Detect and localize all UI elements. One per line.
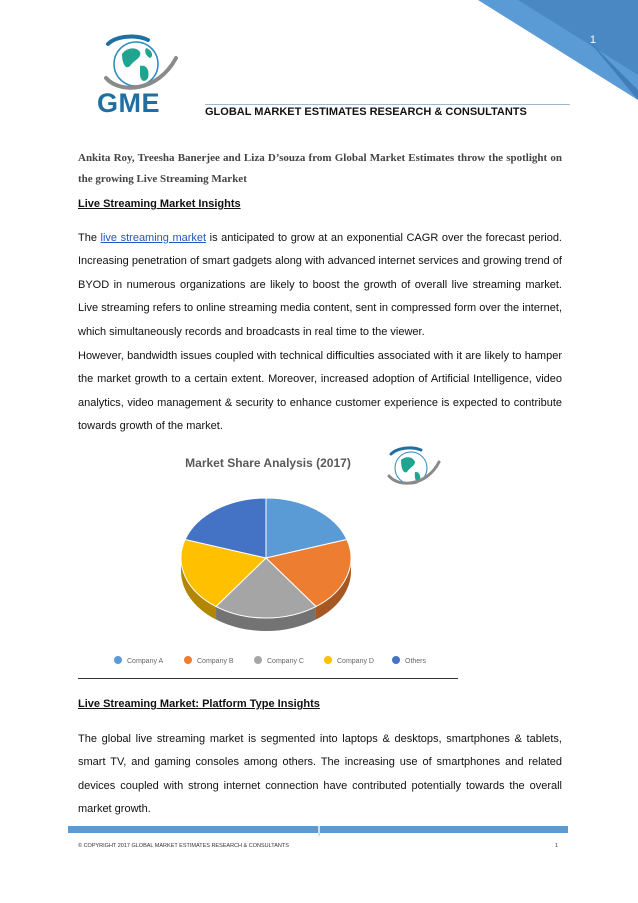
chart-logo-icon xyxy=(389,448,439,484)
footer-page-number: 1 xyxy=(555,843,559,849)
legend-marker xyxy=(114,656,122,664)
byline: Ankita Roy, Treesha Banerjee and Liza D’souza from Global Market Estimates throw the spotlight on the growing Live Streaming Market xyxy=(78,152,562,185)
footer-divider xyxy=(318,826,320,836)
legend-label: Others xyxy=(405,658,427,665)
section-heading: Live Streaming Market: Platform Type Insights xyxy=(78,698,320,710)
paragraph-text: The xyxy=(78,232,101,244)
legend-label: Company B xyxy=(197,658,234,665)
paragraph xyxy=(78,227,562,344)
legend-label: Company D xyxy=(337,658,374,665)
paragraph-text: is anticipated to grow at an exponential CAGR over the forecast period. Increasing penetration of smart gadgets along with advanced internet services and growing trend of BYOD in numerous organizations are likely to boost the growth of overall live streaming market. Live streaming refers to online streaming media content, sent in compressed form over the internet, which simultaneously records and broadcasts in real time to the viewer. xyxy=(78,232,562,338)
logo-text: GME xyxy=(97,88,161,118)
live-streaming-market-link[interactable]: live streaming market xyxy=(100,232,207,244)
chart-bottom-rule xyxy=(78,678,458,679)
legend-marker xyxy=(324,656,332,664)
legend-label: Company A xyxy=(127,658,164,665)
legend-label: Company C xyxy=(267,658,304,665)
header-title: GLOBAL MARKET ESTIMATES RESEARCH & CONSULTANTS xyxy=(205,106,527,118)
paragraph: The global live streaming market is segmented into laptops & desktops, smartphones & tablets, smart TV, and gaming consoles among others. The increasing use of smartphones and related devices coupled with strong internet connection have contributed potentially towards the overall market growth. xyxy=(78,733,562,816)
legend-marker xyxy=(254,656,262,664)
legend-marker xyxy=(184,656,192,664)
paragraph: However, bandwidth issues coupled with technical difficulties associated with it are likely to hamper the market growth to a certain extent. Moreover, increased adoption of Artificial Intelligence, video analytics, video management & security to enhance customer experience is expected to contribute towards growth of the market. xyxy=(78,350,562,433)
legend-marker xyxy=(392,656,400,664)
header-rule xyxy=(205,104,570,105)
market-share-pie-chart xyxy=(78,440,478,680)
chart-title: Market Share Analysis (2017) xyxy=(185,456,351,470)
corner-decoration xyxy=(478,0,638,100)
footer-copyright: © COPYRIGHT 2017 GLOBAL MARKET ESTIMATES RESEARCH & CONSULTANTS xyxy=(78,843,289,849)
section-heading: Live Streaming Market Insights xyxy=(78,198,241,210)
header-page-number: 1 xyxy=(589,34,596,46)
